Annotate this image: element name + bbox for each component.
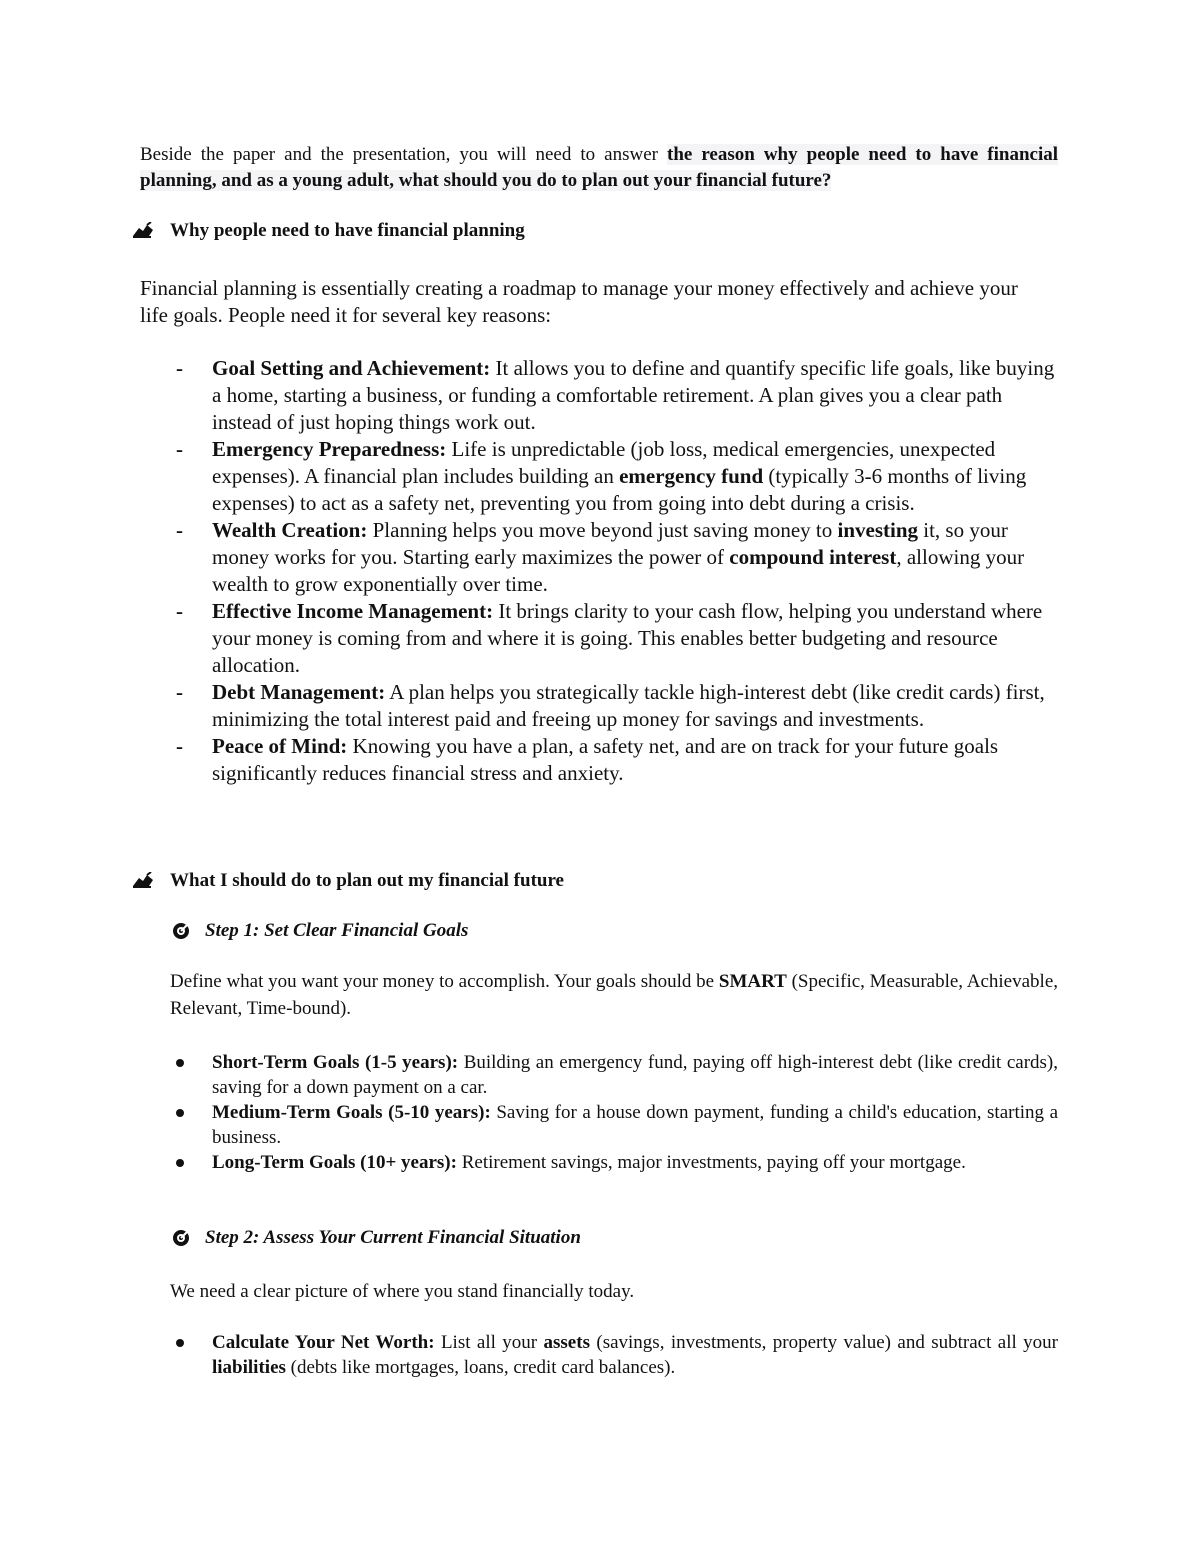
list-item <box>172 436 1062 517</box>
item-bold: compound interest <box>729 545 897 569</box>
dash-bullet: - <box>176 437 183 461</box>
item-text: It allows you to define and quantify specific life goals, like buying a home, starting a business, or funding a comfortable retirement. A plan gives you a clear path instead of just hoping things work out. <box>212 356 1055 434</box>
item-label: Calculate Your Net Worth: <box>212 1332 435 1353</box>
list-item <box>172 1050 1058 1100</box>
dash-bullet: - <box>176 734 183 758</box>
list-item <box>172 733 1062 787</box>
item-text: (typically 3-6 months of living expenses) to act as a safety net, preventing you from going into debt during a crisis. <box>212 464 1027 515</box>
intro-financial-planning: Financial planning is essentially creating a roadmap to manage your money effectively and achieve your life goals. People need it for several key reasons: <box>140 276 1018 327</box>
list-item <box>172 1100 1058 1150</box>
para-text: Define what you want your money to accomplish. Your goals should be <box>170 971 719 992</box>
item-label: Short-Term Goals (1-5 years): <box>212 1052 459 1073</box>
item-text: Knowing you have a plan, a safety net, and are on track for your future goals significantly reduces financial stress and anxiety. <box>212 734 999 785</box>
bullet-dot <box>176 1159 184 1167</box>
step-title: Step 1: Set Clear Financial Goals <box>205 920 469 941</box>
item-label: Goal Setting and Achievement: <box>212 356 491 380</box>
section-heading-what <box>132 870 564 892</box>
intro-bold-question: the reason why people need to have financial planning, and as a young adult, what should you do to plan out your financial future? <box>140 144 1059 191</box>
item-bold: investing <box>837 518 919 542</box>
bullet-dot <box>176 1109 184 1117</box>
item-label: Medium-Term Goals (5-10 years): <box>212 1102 491 1123</box>
item-label: Effective Income Management: <box>212 599 494 623</box>
bullet-dot <box>176 1059 184 1067</box>
item-text: it, so your money works for you. Starting early maximizes the power of <box>212 518 1008 569</box>
smart-bold: SMART <box>718 971 787 992</box>
item-text: (debts like mortgages, loans, credit card balances). <box>285 1357 676 1378</box>
item-text: Retirement savings, major investments, paying off your mortgage. <box>456 1152 966 1173</box>
list-item <box>172 355 1062 436</box>
goals-list <box>172 1050 1058 1175</box>
step-title: Step 2: Assess Your Current Financial Situation <box>205 1227 581 1248</box>
list-item <box>172 679 1062 733</box>
item-label: Long-Term Goals (10+ years): <box>212 1152 457 1173</box>
item-bold: emergency fund <box>619 464 764 488</box>
intro-paragraph <box>140 142 1058 194</box>
item-text: Saving for a house down payment, funding a child's education, starting a business. <box>212 1102 1059 1148</box>
target-icon <box>172 1229 190 1247</box>
list-item <box>172 1150 1058 1175</box>
list-item <box>172 1330 1058 1380</box>
section-heading-why <box>132 220 525 242</box>
target-icon <box>172 922 190 940</box>
writing-hand-icon <box>132 872 154 890</box>
item-label: Wealth Creation: <box>212 518 368 542</box>
item-text: It brings clarity to your cash flow, helping you understand where your money is coming from and where it is going. This enables better budgeting and resource allocation. <box>212 599 1043 677</box>
assessment-list <box>172 1330 1058 1380</box>
item-label: Peace of Mind: <box>212 734 348 758</box>
item-text: List all your <box>434 1332 544 1353</box>
item-bold: assets <box>543 1332 590 1353</box>
reasons-list <box>172 355 1062 787</box>
item-text: (savings, investments, property value) and subtract all your <box>589 1332 1058 1353</box>
dash-bullet: - <box>176 518 183 542</box>
section-heading-text: Why people need to have financial planning <box>170 220 525 241</box>
intro-text: Beside the paper and the presentation, you will need to answer <box>140 144 667 165</box>
item-text: Planning helps you move beyond just saving money to <box>367 518 838 542</box>
item-label: Debt Management: <box>212 680 386 704</box>
list-item <box>172 598 1062 679</box>
dash-bullet: - <box>176 356 183 380</box>
item-label: Emergency Preparedness: <box>212 437 447 461</box>
item-bold: liabilities <box>212 1357 286 1378</box>
section-heading-text: What I should do to plan out my financial future <box>170 870 564 891</box>
list-item <box>172 517 1062 598</box>
dash-bullet: - <box>176 680 183 704</box>
dash-bullet: - <box>176 599 183 623</box>
item-text: , allowing your wealth to grow exponentially over time. <box>212 545 1025 596</box>
step-2-heading <box>172 1227 581 1249</box>
writing-hand-icon <box>132 222 154 240</box>
item-text: Life is unpredictable (job loss, medical emergencies, unexpected expenses). A financial plan includes building an <box>212 437 996 488</box>
bullet-dot <box>176 1339 184 1347</box>
item-text: Building an emergency fund, paying off high-interest debt (like credit cards), saving for a down payment on a car. <box>212 1052 1058 1098</box>
step-1-paragraph <box>170 968 1058 1022</box>
item-text: A plan helps you strategically tackle high-interest debt (like credit cards) first, minimizing the total interest paid and freeing up money for savings and investments. <box>212 680 1045 731</box>
para-text: (Specific, Measurable, Achievable, Relevant, Time-bound). <box>170 971 1059 1019</box>
step-2-paragraph: We need a clear picture of where you stand financially today. <box>170 1281 635 1302</box>
step-1-heading <box>172 920 468 942</box>
